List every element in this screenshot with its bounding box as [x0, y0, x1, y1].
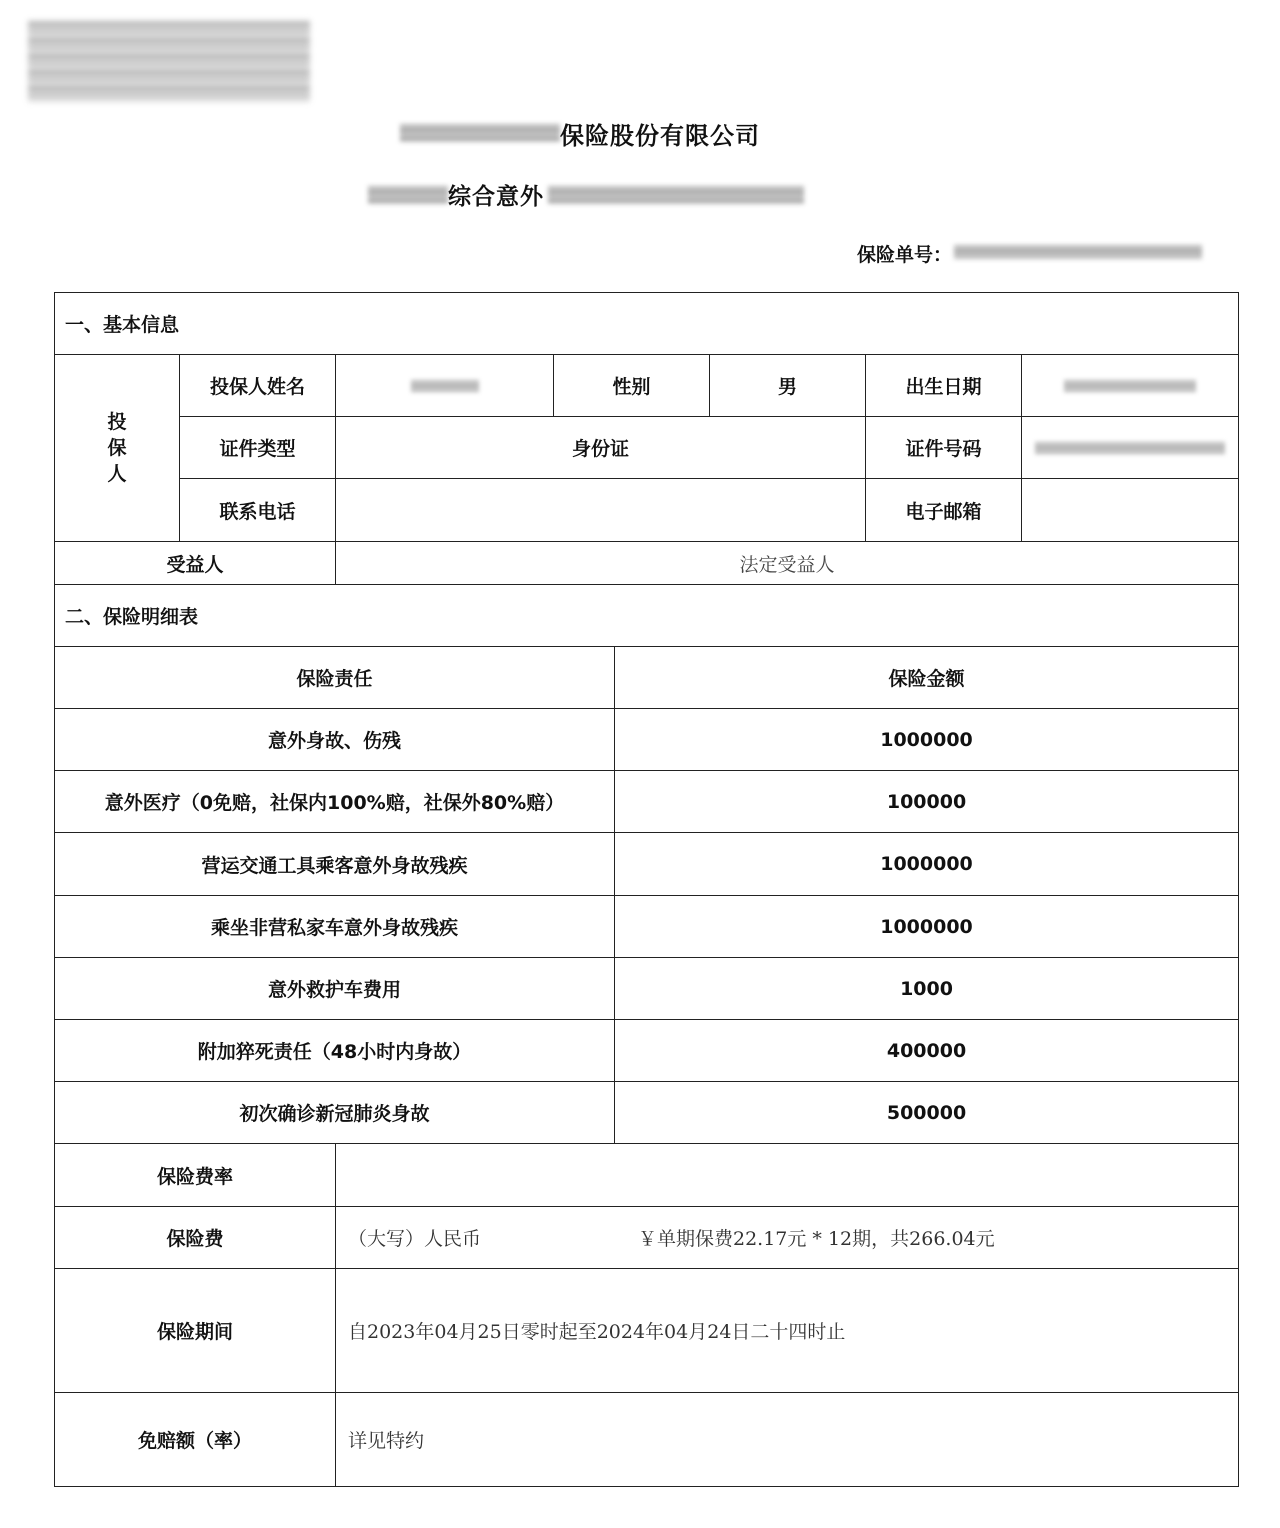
premium-value — [336, 1207, 1239, 1269]
amount-cell: 1000000 — [615, 896, 1239, 958]
liability-cell: 意外身故、伤残 — [55, 709, 615, 771]
redacted-birth-date — [1064, 380, 1196, 392]
amount-column-header: 保险金额 — [615, 647, 1239, 709]
table-row — [55, 958, 1239, 1020]
premium-rate-value — [336, 1144, 1239, 1207]
policyholder-name-label: 投保人姓名 — [180, 355, 336, 417]
deductible-value: 详见特约 — [336, 1393, 1239, 1487]
table-row — [55, 1020, 1239, 1082]
product-title: 综合意外 — [448, 184, 544, 210]
policyholder-name-value — [336, 355, 554, 417]
redacted-company-logo — [28, 20, 310, 102]
id-type-value: 身份证 — [336, 417, 866, 479]
liability-cell: 初次确诊新冠肺炎身故 — [55, 1082, 615, 1144]
redacted-product-suffix — [548, 186, 804, 204]
liability-cell: 意外医疗（0免赔，社保内100%赔，社保外80%赔） — [55, 771, 615, 833]
insurance-period-value: 自2023年04月25日零时起至2024年04月24日二十四时止 — [336, 1269, 1239, 1393]
redacted-id-number — [1035, 442, 1225, 454]
premium-caps-label: （大写）人民币 — [348, 1228, 482, 1250]
table-row — [55, 771, 1239, 833]
beneficiary-value: 法定受益人 — [336, 542, 1239, 585]
gender-label: 性别 — [554, 355, 710, 417]
table-row — [55, 833, 1239, 896]
liability-cell: 乘坐非营私家车意外身故残疾 — [55, 896, 615, 958]
premium-amount: ￥单期保费22.17元 * 12期，共266.04元 — [638, 1228, 995, 1250]
policy-table — [54, 292, 1239, 1487]
section-basic-info: 一、基本信息 — [55, 293, 1239, 355]
email-label: 电子邮箱 — [866, 479, 1022, 542]
amount-cell: 500000 — [615, 1082, 1239, 1144]
id-number-value — [1022, 417, 1239, 479]
liability-cell: 营运交通工具乘客意外身故残疾 — [55, 833, 615, 896]
premium-label: 保险费 — [55, 1207, 336, 1269]
table-row — [55, 709, 1239, 771]
policy-number-label: 保险单号： — [857, 244, 953, 266]
id-number-label: 证件号码 — [866, 417, 1022, 479]
birth-date-label: 出生日期 — [866, 355, 1022, 417]
section-insurance-details: 二、保险明细表 — [55, 585, 1239, 647]
table-row — [55, 1082, 1239, 1144]
deductible-label: 免赔额（率） — [55, 1393, 336, 1487]
company-title: 保险股份有限公司 — [560, 122, 760, 150]
amount-cell: 400000 — [615, 1020, 1239, 1082]
liability-cell: 意外救护车费用 — [55, 958, 615, 1020]
amount-cell: 1000 — [615, 958, 1239, 1020]
table-row — [55, 896, 1239, 958]
redacted-policy-number — [954, 245, 1202, 259]
birth-date-value — [1022, 355, 1239, 417]
gender-value: 男 — [710, 355, 866, 417]
policyholder-group-label: 投 保 人 — [55, 355, 180, 542]
insurance-period-label: 保险期间 — [55, 1269, 336, 1393]
beneficiary-label: 受益人 — [55, 542, 336, 585]
redacted-company-name — [400, 124, 560, 142]
amount-cell: 1000000 — [615, 833, 1239, 896]
phone-label: 联系电话 — [180, 479, 336, 542]
phone-value — [336, 479, 866, 542]
amount-cell: 100000 — [615, 771, 1239, 833]
liability-cell: 附加猝死责任（48小时内身故） — [55, 1020, 615, 1082]
redacted-product-prefix — [368, 186, 448, 204]
premium-rate-label: 保险费率 — [55, 1144, 336, 1207]
email-value — [1022, 479, 1239, 542]
redacted-name — [411, 380, 479, 392]
liability-column-header: 保险责任 — [55, 647, 615, 709]
id-type-label: 证件类型 — [180, 417, 336, 479]
amount-cell: 1000000 — [615, 709, 1239, 771]
